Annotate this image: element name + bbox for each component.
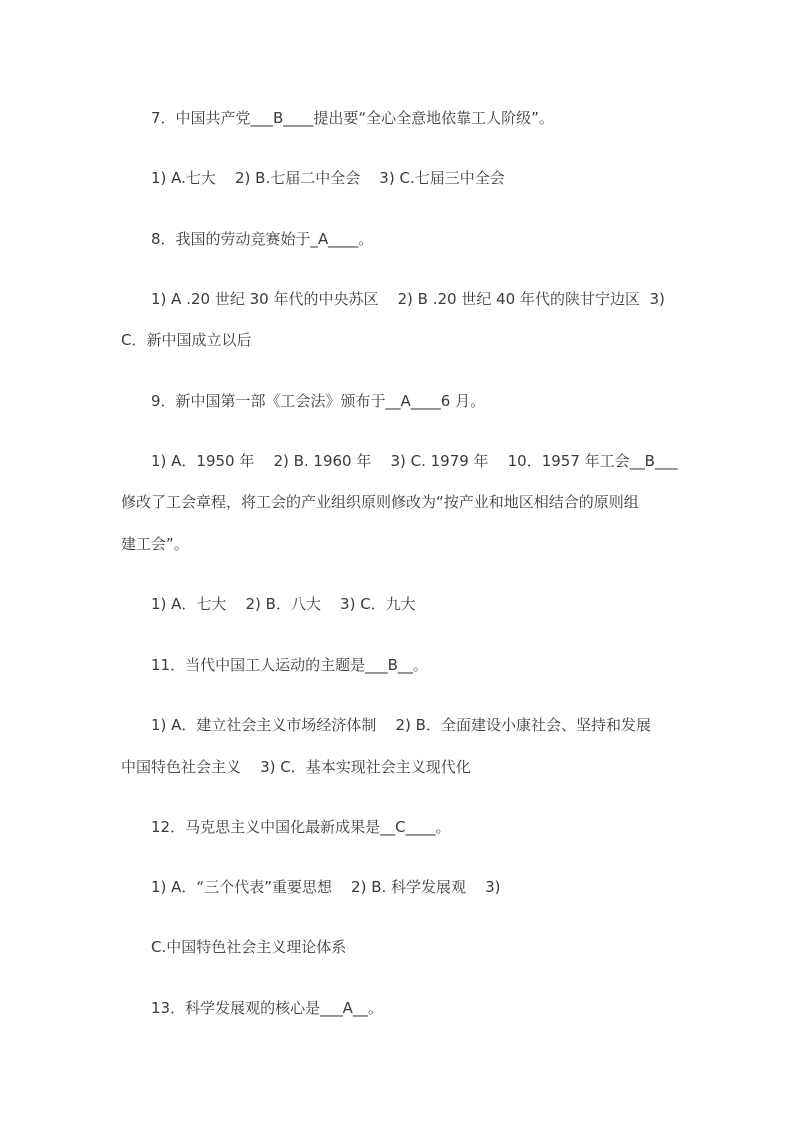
question-13: 13．科学发展观的核心是___A__。	[151, 999, 383, 1017]
question-12-options: 1) A．“三个代表”重要思想 2) B. 科学发展观 3)	[151, 878, 501, 896]
question-12: 12．马克思主义中国化最新成果是__C____。	[151, 818, 451, 836]
question-7-options: 1) A.七大 2) B.七届二中全会 3) C.七届三中全会	[151, 169, 505, 187]
question-8-options: 1) A .20 世纪 30 年代的中央苏区 2) B .20 世纪 40 年代的陕甘宁边区 3)	[151, 290, 665, 308]
question-8: 8．我国的劳动竞赛始于_A____。	[151, 230, 374, 248]
question-10-continued-end: 建工会”。	[121, 535, 189, 553]
question-12-options-continued: C.中国特色社会主义理论体系	[151, 938, 347, 956]
question-10-options: 1) A．七大 2) B．八大 3) C．九大	[151, 595, 416, 613]
question-8-options-continued: C．新中国成立以后	[121, 331, 252, 349]
question-11-options: 1) A．建立社会主义市场经济体制 2) B．全面建设小康社会、坚持和发展	[151, 716, 651, 734]
question-11: 11．当代中国工人运动的主题是___B__。	[151, 656, 428, 674]
question-9: 9．新中国第一部《工会法》颁布于__A____6 月。	[151, 392, 486, 410]
question-10-continued: 修改了工会章程，将工会的产业组织原则修改为“按产业和地区相结合的原则组	[121, 493, 639, 511]
question-7: 7．中国共产党___B____提出要“全心全意地依靠工人阶级”。	[151, 109, 554, 127]
question-9-options-and-question-10: 1) A．1950 年 2) B. 1960 年 3) C. 1979 年 10．1957 年工会__B___	[151, 452, 678, 470]
question-11-options-continued: 中国特色社会主义 3) C．基本实现社会主义现代化	[121, 758, 471, 776]
